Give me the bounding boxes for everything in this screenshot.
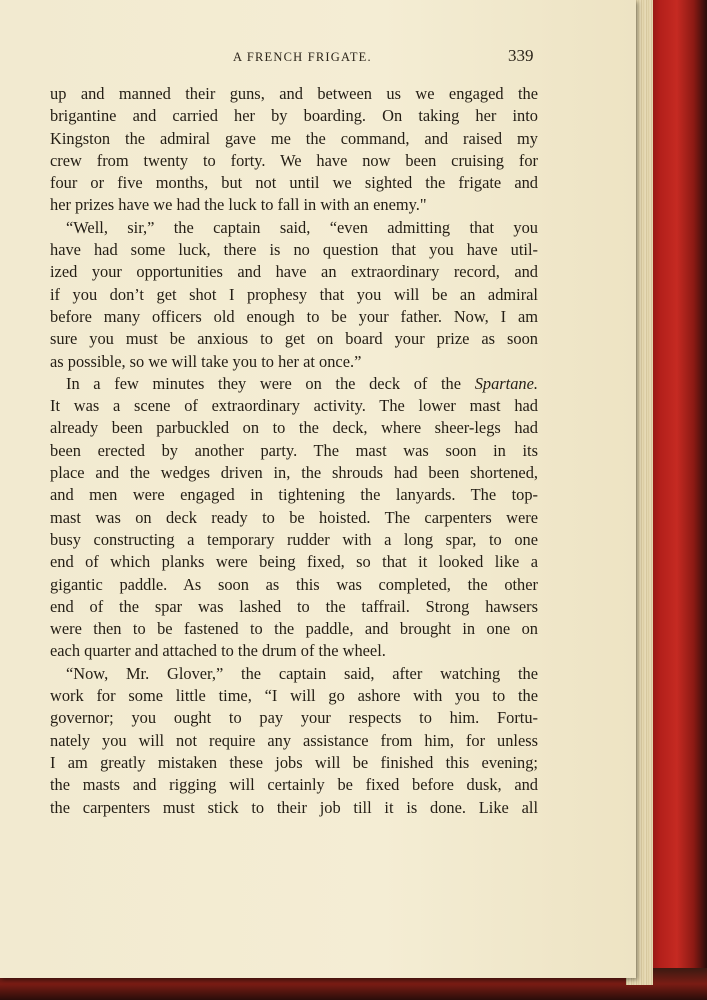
ship-name: Spartane. xyxy=(474,373,538,393)
body-text xyxy=(50,83,538,819)
text-line: mast was on deck ready to be hoisted. The carpenters were xyxy=(50,507,538,527)
text-line: ized your opportunities and have an extraordinary record, and xyxy=(50,262,538,282)
running-title: A FRENCH FRIGATE. xyxy=(233,50,372,64)
text-line: I am greatly mistaken these jobs will be finished this evening; xyxy=(50,752,538,772)
text-line: her prizes have we had the luck to fall in with an enemy." xyxy=(50,195,427,215)
text-line: each quarter and attached to the drum of the wheel. xyxy=(50,641,386,661)
text-line: sure you must be anxious to get on board your prize as soon xyxy=(50,329,538,349)
text-line: busy constructing a temporary rudder with a long spar, to one xyxy=(50,529,538,549)
text-segment: In a few minutes they were on the deck of the xyxy=(66,373,462,393)
text-line: Kingston the admiral gave me the command, and raised my xyxy=(50,128,538,148)
text-line: gigantic paddle. As soon as this was completed, the other xyxy=(50,574,538,594)
text-line: before many officers old enough to be your father. Now, I am xyxy=(50,306,538,326)
text-line: already been parbuckled on to the deck, where sheer-legs had xyxy=(50,418,538,438)
text-line: work for some little time, “I will go ashore with you to the xyxy=(50,686,538,706)
text-line: were then to be fastened to the paddle, and brought in one on xyxy=(50,619,538,639)
text-line: and men were engaged in tightening the lanyards. The top- xyxy=(50,485,538,505)
text-line: been erected by another party. The mast was soon in its xyxy=(50,440,538,460)
text-line: end of the spar was lashed to the taffrail. Strong hawsers xyxy=(50,596,538,616)
text-line: brigantine and carried her by boarding. On taking her into xyxy=(50,106,538,126)
text-line: four or five months, but not until we sighted the frigate and xyxy=(50,173,538,193)
text-line: up and manned their guns, and between us we engaged the xyxy=(50,84,538,103)
page-number: 339 xyxy=(508,46,534,65)
text-line: place and the wedges driven in, the shrouds had been shortened, xyxy=(50,463,538,483)
text-line: “Well, sir,” the captain said, “even admitting that you xyxy=(66,217,538,237)
text-line: nately you will not require any assistance from him, for unless xyxy=(50,730,538,750)
text-line: if you don’t get shot I prophesy that you will be an admiral xyxy=(50,284,538,304)
text-line: end of which planks were being fixed, so that it looked like a xyxy=(50,552,538,572)
page-header xyxy=(0,46,600,70)
text-line: crew from twenty to forty. We have now been cruising for xyxy=(50,150,538,170)
text-line: have had some luck, there is no question that you have util- xyxy=(50,240,538,260)
text-line: as possible, so we will take you to her at once.” xyxy=(50,351,362,371)
text-line: governor; you ought to pay your respects to him. Fortu- xyxy=(50,708,538,728)
text-line: the masts and rigging will certainly be fixed before dusk, and xyxy=(50,775,538,795)
text-line: the carpenters must stick to their job till it is done. Like all xyxy=(50,797,538,817)
text-line: It was a scene of extraordinary activity. The lower mast had xyxy=(50,396,538,416)
text-line-with-ship-name xyxy=(50,373,538,395)
text-line: “Now, Mr. Glover,” the captain said, after watching the xyxy=(66,663,538,683)
